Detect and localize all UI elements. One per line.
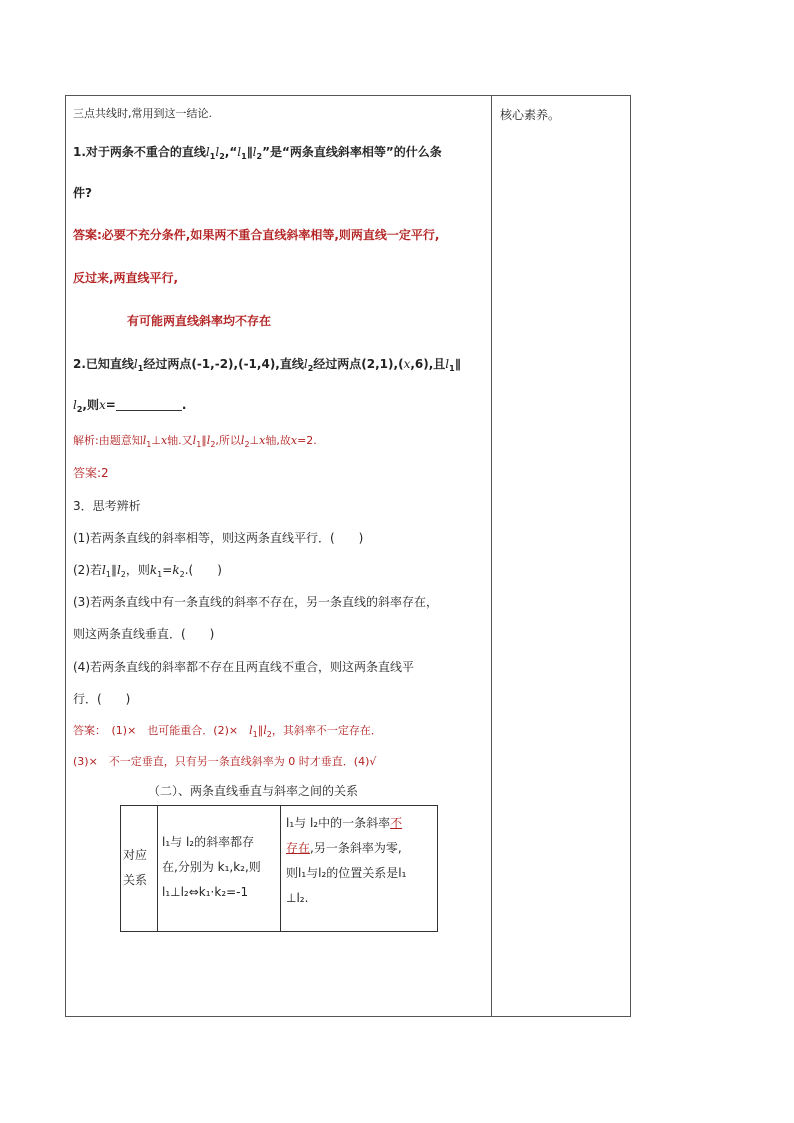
relation-table-header bbox=[123, 843, 155, 893]
relation-col-1-line-1: l₁与 l₂的斜率都存 bbox=[162, 835, 255, 849]
question-3-item-4-line-2: 行．( ) bbox=[73, 692, 131, 706]
answer-2: 答案:2 bbox=[73, 466, 109, 480]
question-3-item-1: (1)若两条直线的斜率相等，则这两条直线平行．( ) bbox=[73, 531, 364, 545]
relation-col-2-line-4: ⊥l₂. bbox=[286, 891, 309, 905]
question-3-item-3-line-2: 则这两条直线垂直．( ) bbox=[73, 627, 215, 641]
question-2-line-2: $l_2$,则x= . bbox=[73, 398, 187, 414]
answer-3-line-1: 答案： (1)× 也可能重合．(2)× $l_1\parallel l_2$，其斜率不一定存在． bbox=[73, 724, 382, 739]
relation-col-2 bbox=[286, 811, 436, 911]
question-2-line-1: 2.已知直线$l_1$经过两点(-1,-2),(-1,4),直线$l_2$经过两点(2,1),(x,6),且$l_1\parallel$ bbox=[73, 357, 461, 373]
relation-col-1 bbox=[162, 830, 280, 905]
relation-col-2-line-3: 则l₁与l₂的位置关系是l₁ bbox=[286, 866, 407, 880]
relation-col-2-line-2: 存在,另一条斜率为零, bbox=[286, 841, 402, 855]
section-title: （二）、两条直线垂直与斜率之间的关系 bbox=[148, 784, 359, 798]
relation-col-1-line-3: l₁⊥l₂⇔k₁·k₂=-1 bbox=[162, 885, 249, 899]
relation-col-1-line-2: 在,分别为 k₁,k₂,则 bbox=[162, 860, 261, 874]
relation-header-line-2: 关系 bbox=[123, 873, 148, 887]
relation-col-2-line-1: l₁与 l₂中的一条斜率不 bbox=[286, 816, 403, 830]
question-3-item-2: (2)若$l_1\parallel l_2$，则$k_1=k_2$.( ) bbox=[73, 563, 222, 579]
question-1-line-1: 1.对于两条不重合的直线$l_1l_2,“l_1\parallel l_2$”是“两条直线斜率相等”的什么条 bbox=[73, 145, 442, 161]
question-1-line-2: 件? bbox=[73, 186, 92, 200]
column-divider bbox=[491, 95, 492, 1017]
relation-header-line-1: 对应 bbox=[123, 848, 148, 862]
question-3-item-4-line-1: (4)若两条直线的斜率都不存在且两直线不重合，则这两条直线平 bbox=[73, 660, 415, 674]
side-note: 核心素养。 bbox=[500, 108, 561, 122]
relation-table-divider-2 bbox=[280, 806, 281, 931]
answer-3-line-2: (3)× 不一定垂直，只有另一条直线斜率为 0 时才垂直．(4)√ bbox=[73, 755, 377, 768]
question-3-title: 3．思考辨析 bbox=[73, 499, 141, 513]
analysis-2: 解析:由题意知$l_1\perp x$轴.又$l_1\parallel l_2$,所以$l_2\perp x$轴,故x=2. bbox=[73, 434, 317, 449]
answer-1-line-3: 有可能两直线斜率均不存在 bbox=[127, 314, 272, 328]
answer-blank bbox=[116, 398, 182, 411]
relation-table-divider-1 bbox=[157, 806, 158, 931]
intro-line: 三点共线时,常用到这一结论. bbox=[73, 107, 212, 120]
relation-table bbox=[120, 805, 438, 932]
answer-1-line-2: 反过来,两直线平行, bbox=[73, 271, 179, 285]
answer-1-line-1: 答案:必要不充分条件,如果两不重合直线斜率相等,则两直线一定平行, bbox=[73, 228, 440, 242]
question-3-item-3-line-1: (3)若两条直线中有一条直线的斜率不存在，另一条直线的斜率存在， bbox=[73, 595, 439, 609]
